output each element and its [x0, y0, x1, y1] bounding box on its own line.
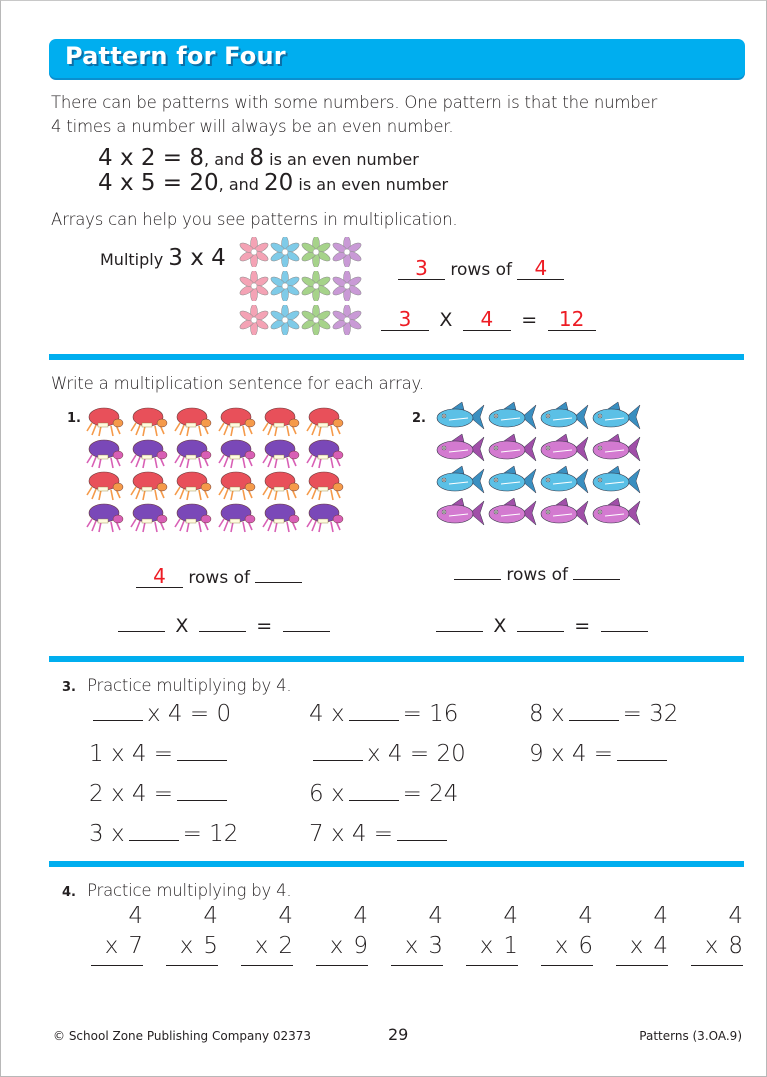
multiplier: 9: [353, 933, 368, 959]
vertical-problem: [616, 901, 668, 992]
section-4-header: [62, 879, 291, 903]
fish-icon: [590, 497, 642, 529]
p1-eq-a[interactable]: [118, 631, 165, 632]
fish-icon: [590, 401, 642, 433]
crab-icon: [260, 469, 304, 501]
section-3-instruction: Practice multiplying by 4.: [87, 676, 292, 695]
flower-icon: [269, 269, 300, 303]
answer-space[interactable]: [316, 966, 368, 992]
flower-icon: [300, 269, 331, 303]
flower-icon: [331, 235, 362, 269]
problem-suffix: = 32: [622, 701, 679, 727]
multiplicand: 4: [578, 903, 593, 929]
demo-rows-sentence: [398, 257, 564, 280]
crab-array: [84, 405, 348, 533]
p1-eq-b[interactable]: [199, 631, 246, 632]
of-answer[interactable]: 4: [517, 257, 564, 280]
example-equation: 4 x 2 = 8: [98, 145, 205, 171]
problem-suffix: x 4 = 0: [147, 701, 232, 727]
practice-problem: [89, 781, 231, 807]
crab-icon: [128, 437, 172, 469]
problem-prefix: 3 x: [89, 821, 125, 847]
problem-prefix: 7 x 4 =: [309, 821, 394, 847]
times-sign: x: [479, 933, 494, 959]
crab-icon: [128, 469, 172, 501]
equals-sign: =: [521, 309, 538, 331]
section-divider: [49, 861, 744, 867]
vertical-problem: [241, 901, 293, 992]
problem-prefix: 2 x 4 =: [89, 781, 174, 807]
crab-icon: [128, 501, 172, 533]
multiplicand: 4: [203, 903, 218, 929]
crab-icon: [172, 437, 216, 469]
multiplier-row: [691, 931, 743, 966]
multiply-label: Multiply: [100, 250, 164, 269]
crab-icon: [216, 437, 260, 469]
page-number: 29: [388, 1025, 409, 1044]
flower-icon: [300, 235, 331, 269]
section-divider: [49, 354, 744, 360]
practice-problem: [309, 701, 458, 727]
multiplicand: 4: [503, 903, 518, 929]
crab-icon: [84, 437, 128, 469]
fish-icon: [590, 465, 642, 497]
p2-eq-b[interactable]: [517, 631, 564, 632]
problem-prefix: 4 x: [309, 701, 345, 727]
flower-icon: [331, 269, 362, 303]
crab-icon: [216, 405, 260, 437]
fish-icon: [590, 433, 642, 465]
multiply-prompt: [100, 245, 226, 271]
fish-icon: [538, 401, 590, 433]
flower-icon: [238, 269, 269, 303]
problem-2-number: 2.: [412, 411, 426, 426]
times-sign: X: [439, 309, 453, 331]
times-sign: x: [704, 933, 719, 959]
answer-blank[interactable]: [177, 783, 227, 801]
practice-problem: [89, 741, 231, 767]
multiplier-row: [541, 931, 593, 966]
example-value: 20: [264, 170, 294, 196]
multiply-expression: 3 x 4: [168, 245, 226, 271]
multiplier-row: [91, 931, 143, 966]
intro-paragraph: [51, 91, 657, 139]
fish-icon: [434, 465, 486, 497]
flower-icon: [238, 235, 269, 269]
answer-space[interactable]: [466, 966, 518, 992]
answer-blank[interactable]: [617, 743, 667, 761]
equals-sign: =: [256, 615, 273, 637]
crab-icon: [260, 437, 304, 469]
example-2: [98, 170, 448, 195]
copyright: © School Zone Publishing Company 02373: [53, 1029, 312, 1043]
crab-icon: [304, 501, 348, 533]
fish-icon: [486, 401, 538, 433]
example-tail: is an even number: [293, 175, 449, 194]
crab-icon: [260, 405, 304, 437]
times-sign: X: [493, 615, 507, 637]
multiplier-row: [241, 931, 293, 966]
multiplier: 5: [203, 933, 218, 959]
flower-array: [238, 235, 362, 337]
practice-problem: [309, 781, 458, 807]
p2-eq-result[interactable]: [601, 631, 648, 632]
vertical-problem: [541, 901, 593, 992]
problem-suffix: = 16: [402, 701, 459, 727]
crab-icon: [216, 501, 260, 533]
answer-blank[interactable]: [569, 703, 619, 721]
practice-problem: [89, 821, 238, 847]
crab-icon: [304, 437, 348, 469]
p1-rows-answer[interactable]: 4: [136, 565, 183, 588]
times-sign: x: [404, 933, 419, 959]
multiplier-row: [466, 931, 518, 966]
problem-prefix: 8 x: [529, 701, 565, 727]
answer-space[interactable]: [391, 966, 443, 992]
rows-of-label: rows of: [506, 565, 568, 585]
crab-icon: [304, 405, 348, 437]
flower-icon: [269, 303, 300, 337]
crab-icon: [216, 469, 260, 501]
crab-icon: [128, 405, 172, 437]
problem-prefix: 6 x: [309, 781, 345, 807]
answer-blank[interactable]: [397, 823, 447, 841]
crab-icon: [260, 501, 304, 533]
rows-answer[interactable]: 3: [398, 257, 445, 280]
section-4-instruction: Practice multiplying by 4.: [87, 881, 292, 900]
p1-eq-result[interactable]: [283, 631, 330, 632]
practice-problem: [309, 741, 466, 767]
multiplicand: 4: [728, 903, 743, 929]
rows-of-label: rows of: [450, 260, 512, 280]
multiplier: 1: [503, 933, 518, 959]
arrays-intro: Arrays can help you see patterns in multiplication.: [51, 210, 458, 229]
arrays-instruction: Write a multiplication sentence for each array.: [51, 374, 424, 393]
eq-a-answer[interactable]: 3: [381, 308, 429, 331]
multiplier: 8: [728, 933, 743, 959]
example-1: [98, 145, 448, 170]
intro-line-1: There can be patterns with some numbers. One pattern is that the number: [51, 93, 658, 112]
vertical-problem: [166, 901, 218, 992]
times-sign: x: [329, 933, 344, 959]
example-value: 8: [249, 145, 265, 171]
problem-2-rows-sentence: [454, 565, 620, 585]
flower-icon: [331, 303, 362, 337]
times-sign: x: [104, 933, 119, 959]
standard-label: Patterns (3.OA.9): [639, 1029, 742, 1043]
flower-icon: [269, 235, 300, 269]
example-connector: , and: [204, 150, 250, 169]
multiplier: 3: [428, 933, 443, 959]
problem-2-equation: [436, 615, 648, 637]
practice-problem: [529, 701, 678, 727]
demo-equation: [381, 308, 596, 331]
multiplier: 7: [128, 933, 143, 959]
equals-sign: =: [574, 615, 591, 637]
crab-icon: [84, 501, 128, 533]
fish-icon: [434, 433, 486, 465]
flower-icon: [238, 303, 269, 337]
problem-prefix: 1 x 4 =: [89, 741, 174, 767]
answer-space[interactable]: [691, 966, 743, 992]
fish-icon: [538, 497, 590, 529]
multiplicand: 4: [428, 903, 443, 929]
answer-blank[interactable]: [129, 823, 179, 841]
problem-1-equation: [118, 615, 330, 637]
title-banner: [49, 39, 745, 78]
section-3-header: [62, 674, 291, 698]
fish-icon: [486, 433, 538, 465]
problem-suffix: x 4 = 20: [367, 741, 466, 767]
flower-icon: [300, 303, 331, 337]
times-sign: X: [175, 615, 189, 637]
answer-blank[interactable]: [313, 743, 363, 761]
rows-of-label: rows of: [188, 568, 250, 588]
example-tail: is an even number: [264, 150, 419, 169]
multiplicand: 4: [353, 903, 368, 929]
crab-icon: [304, 469, 348, 501]
example-connector: , and: [218, 175, 265, 194]
crab-icon: [84, 469, 128, 501]
p2-of-answer[interactable]: [573, 579, 620, 580]
problem-1-rows-sentence: [136, 565, 302, 588]
multiplier-row: [616, 931, 668, 966]
vertical-problem: [691, 901, 743, 992]
multiplicand: 4: [653, 903, 668, 929]
eq-result-answer[interactable]: 12: [548, 308, 596, 331]
multiplier-row: [316, 931, 368, 966]
fish-icon: [538, 433, 590, 465]
section-4-number: 4.: [62, 885, 76, 900]
answer-blank[interactable]: [349, 703, 399, 721]
vertical-problem: [91, 901, 143, 992]
answer-space[interactable]: [541, 966, 593, 992]
answer-space[interactable]: [166, 966, 218, 992]
answer-blank[interactable]: [349, 783, 399, 801]
practice-problem: [89, 701, 231, 727]
p2-eq-a[interactable]: [436, 631, 483, 632]
answer-space[interactable]: [616, 966, 668, 992]
multiplier: 6: [578, 933, 593, 959]
multiplicand: 4: [278, 903, 293, 929]
problem-suffix: = 24: [402, 781, 459, 807]
answer-blank[interactable]: [93, 703, 143, 721]
multiplier: 2: [278, 933, 293, 959]
problem-suffix: = 12: [182, 821, 239, 847]
multiplier-row: [166, 931, 218, 966]
fish-array: [434, 401, 642, 529]
p2-rows-answer[interactable]: [454, 579, 501, 580]
times-sign: x: [179, 933, 194, 959]
practice-problem: [309, 821, 451, 847]
vertical-problem: [391, 901, 443, 992]
example-equation: 4 x 5 = 20: [98, 170, 219, 196]
fish-icon: [538, 465, 590, 497]
crab-icon: [172, 405, 216, 437]
crab-icon: [172, 469, 216, 501]
answer-blank[interactable]: [177, 743, 227, 761]
section-3-number: 3.: [62, 680, 76, 695]
section-divider: [49, 656, 744, 662]
fish-icon: [434, 401, 486, 433]
problem-prefix: 9 x 4 =: [529, 741, 614, 767]
fish-icon: [486, 497, 538, 529]
multiplier-row: [391, 931, 443, 966]
vertical-problem: [316, 901, 368, 992]
problem-1-number: 1.: [67, 411, 81, 426]
crab-icon: [172, 501, 216, 533]
intro-line-2: 4 times a number will always be an even number.: [51, 117, 454, 136]
multiplicand: 4: [128, 903, 143, 929]
examples: [98, 145, 448, 195]
p1-of-answer[interactable]: [255, 582, 302, 583]
vertical-problem: [466, 901, 518, 992]
times-sign: x: [254, 933, 269, 959]
eq-b-answer[interactable]: 4: [463, 308, 511, 331]
multiplier: 4: [653, 933, 668, 959]
practice-problem: [529, 741, 671, 767]
answer-space[interactable]: [91, 966, 143, 992]
crab-icon: [84, 405, 128, 437]
page-title: Pattern for Four: [65, 42, 286, 70]
fish-icon: [434, 497, 486, 529]
answer-space[interactable]: [241, 966, 293, 992]
times-sign: x: [629, 933, 644, 959]
times-sign: x: [554, 933, 569, 959]
fish-icon: [486, 465, 538, 497]
